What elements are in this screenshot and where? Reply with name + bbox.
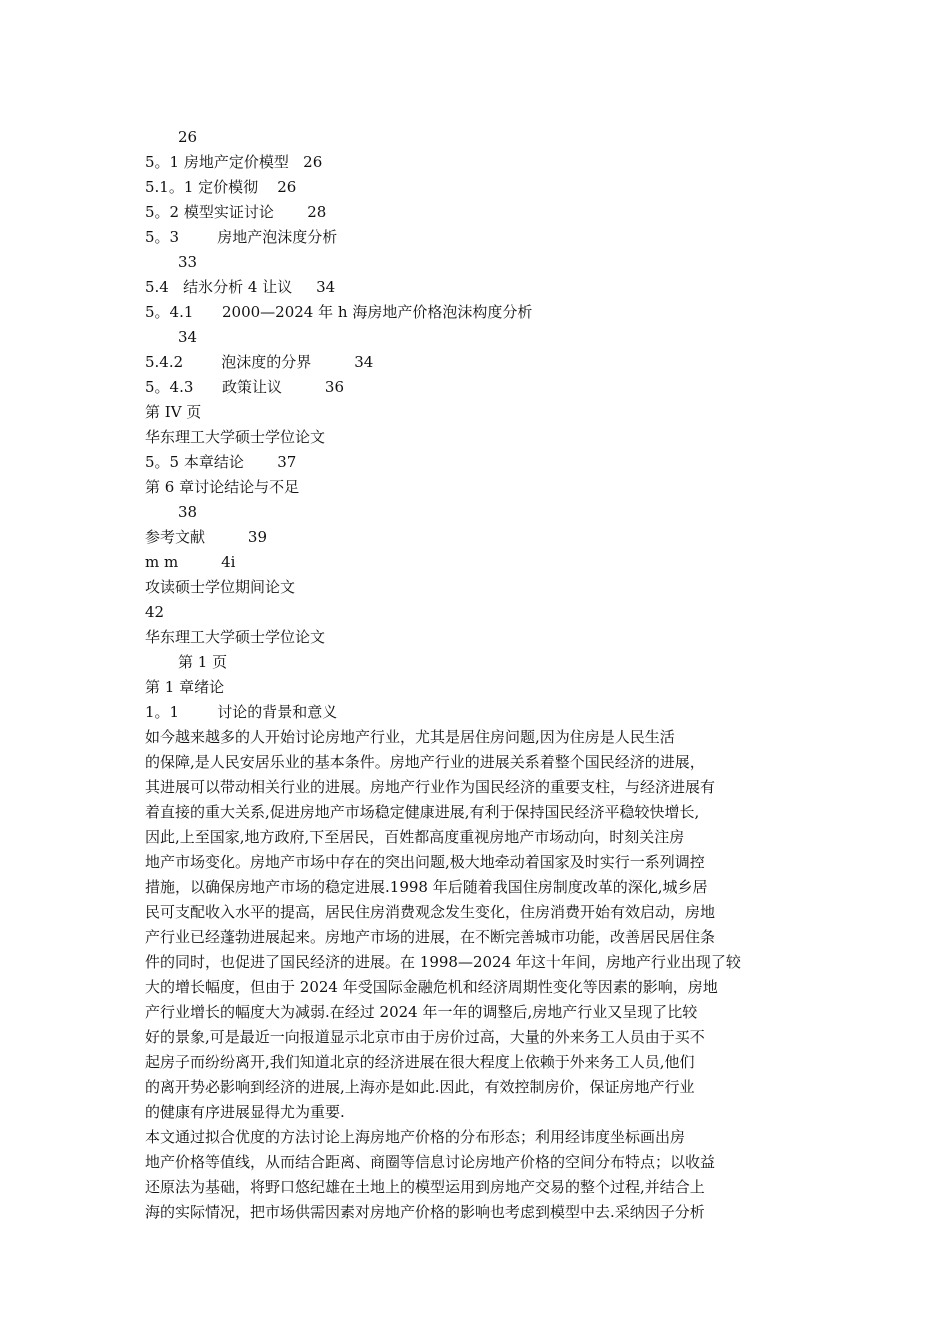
toc-entry: 5。4.1 2000—2024 年 h 海房地产价格泡沫构度分析 — [145, 303, 533, 321]
toc-page-number: 38 — [178, 503, 198, 521]
paragraph-line: 的健康有序进展显得尤为重要. — [145, 1103, 345, 1121]
toc-entry: m m 4i — [145, 553, 236, 571]
section-heading: 1。1 讨论的背景和意义 — [145, 703, 338, 721]
paragraph-line: 民可支配收入水平的提高，居民住房消费观念发生变化，住房消费开始有效启动，房地 — [145, 903, 716, 921]
chapter-heading: 第 1 章绪论 — [145, 678, 225, 696]
toc-entry: 攻读硕士学位期间论文 — [145, 578, 296, 596]
page-footer: 第 IV 页 — [145, 403, 202, 421]
paragraph-line: 还原法为基础，将野口悠纪雄在土地上的模型运用到房地产交易的整个过程,并结合上 — [145, 1178, 705, 1196]
toc-page-number: 42 — [145, 603, 165, 621]
paragraph-line: 其进展可以带动相关行业的进展。房地产行业作为国民经济的重要支柱，与经济进展有 — [145, 778, 716, 796]
paragraph-line: 大的增长幅度，但由于 2024 年受国际金融危机和经济周期性变化等因素的影响，房地 — [145, 978, 718, 996]
paragraph-line: 地产价格等值线，从而结合距离、商圈等信息讨论房地产价格的空间分布特点；以收益 — [145, 1153, 716, 1171]
toc-page-number: 33 — [178, 253, 198, 271]
paragraph-line: 地产市场变化。房地产市场中存在的突出问题,极大地牵动着国家及时实行一系列调控 — [145, 853, 705, 871]
toc-entry: 5。2 模型实证讨论 28 — [145, 203, 327, 221]
page-header: 华东理工大学硕士学位论文 — [145, 428, 326, 446]
toc-page-number: 34 — [178, 328, 198, 346]
toc-entry: 5.4.2 泡沫度的分界 34 — [145, 353, 374, 371]
toc-entry: 5。5 本章结论 37 — [145, 453, 297, 471]
paragraph-line: 好的景象,可是最近一向报道显示北京市由于房价过高，大量的外来务工人员由于买不 — [145, 1028, 705, 1046]
toc-entry: 5.4 结氷分析 4 让议 34 — [145, 278, 336, 296]
paragraph-line: 起房子而纷纷离开,我们知道北京的经济进展在很大程度上依赖于外来务工人员,他们 — [145, 1053, 695, 1071]
paragraph-line: 措施，以确保房地产市场的稳定进展.1998 年后随着我国住房制度改革的深化,城乡居 — [145, 878, 708, 896]
page-number: 第 1 页 — [178, 653, 228, 671]
toc-entry: 第 6 章讨论结论与不足 — [145, 478, 300, 496]
page-header: 华东理工大学硕士学位论文 — [145, 628, 326, 646]
toc-page-number: 26 — [178, 128, 198, 146]
paragraph-line: 海的实际情况，把市场供需因素对房地产价格的影响也考虑到模型中去.采纳因子分析 — [145, 1203, 705, 1221]
paragraph-line: 着直接的重大关系,促进房地产市场稳定健康进展,有利于保持国民经济平稳较快增长, — [145, 803, 700, 821]
toc-entry: 5.1。1 定价模彻 26 — [145, 178, 297, 196]
toc-entry: 5。1 房地产定价模型 26 — [145, 153, 323, 171]
paragraph-line: 产行业已经蓬勃进展起来。房地产市场的进展，在不断完善城市功能，改善居民居住条 — [145, 928, 716, 946]
toc-entry: 5。3 房地产泡沫度分析 — [145, 228, 338, 246]
paragraph-line: 本文通过拟合优度的方法讨论上海房地产价格的分布形态；利用经讳度坐标画出房 — [145, 1128, 686, 1146]
toc-entry: 参考文献 39 — [145, 528, 267, 546]
paragraph-line: 件的同时，也促进了国民经济的进展。在 1998—2024 年这十年间，房地产行业出现了较 — [145, 953, 741, 971]
paragraph-line: 因此,上至国家,地方政府,下至居民，百姓都高度重视房地产市场动向，时刻关注房 — [145, 828, 685, 846]
paragraph-line: 的保障,是人民安居乐业的基本条件。房地产行业的进展关系着整个国民经济的进展， — [145, 753, 705, 771]
toc-entry: 5。4.3 政策让议 36 — [145, 378, 345, 396]
paragraph-line: 的离开势必影响到经济的进展,上海亦是如此.因此，有效控制房价，保证房地产行业 — [145, 1078, 695, 1096]
paragraph-line: 产行业增长的幅度大为减弱.在经过 2024 年一年的调整后,房地产行业又呈现了比较 — [145, 1003, 698, 1021]
paragraph-line: 如今越来越多的人开始讨论房地产行业，尤其是居住房问题,因为住房是人民生活 — [145, 728, 675, 746]
